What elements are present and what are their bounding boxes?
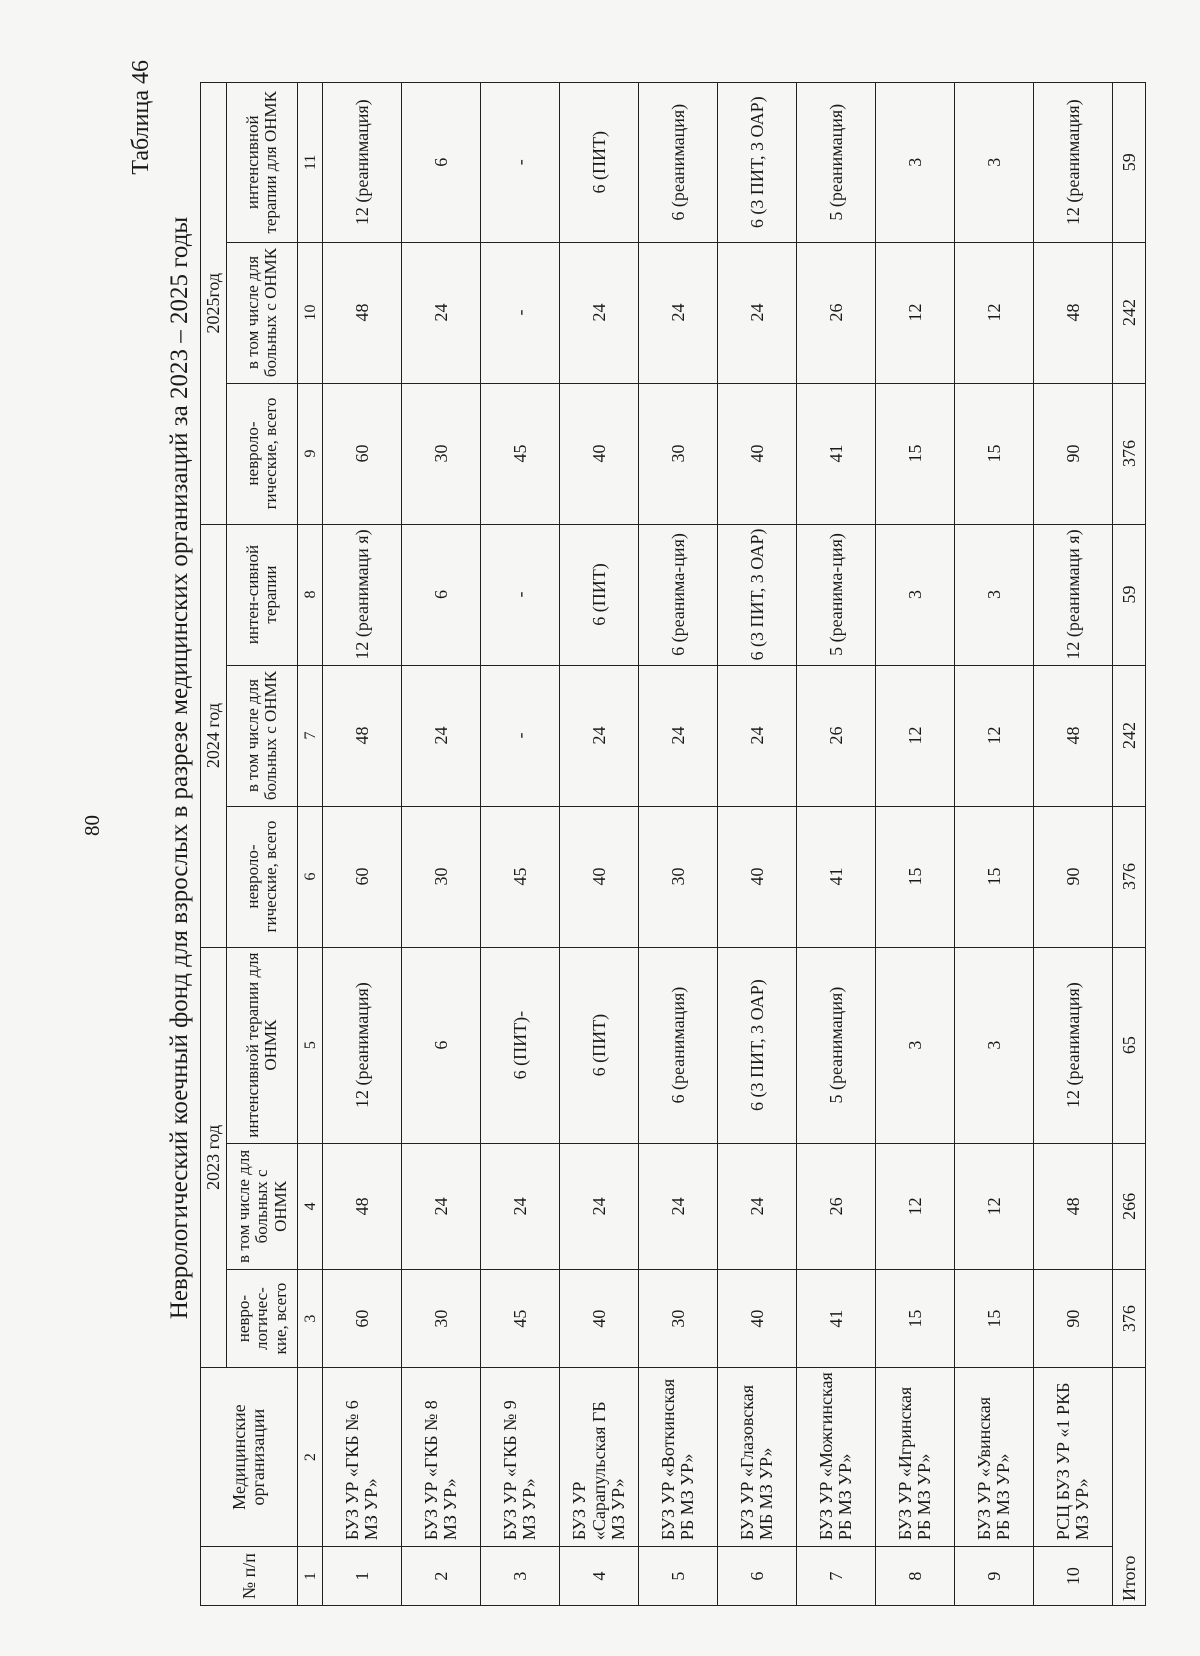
value-cell-c11: 3	[955, 83, 1034, 243]
org-name-cell: БУЗ УР «Глазовская МБ МЗ УР»	[718, 1368, 797, 1547]
value-cell-c7: 12	[876, 665, 955, 806]
total-value-c3: 376	[1113, 1270, 1146, 1368]
value-cell-c8: -	[481, 524, 560, 665]
value-cell-c11: 3	[876, 83, 955, 243]
value-cell-c3: 41	[797, 1270, 876, 1368]
table-row	[481, 83, 560, 1606]
header-2023-intensive: интенсивной терапии для ОНМК	[227, 947, 298, 1143]
value-cell-c10: 12	[955, 242, 1034, 383]
table-row	[560, 83, 639, 1606]
value-cell-c8: 5 (реанима-ция)	[797, 524, 876, 665]
value-cell-c4: 24	[402, 1143, 481, 1269]
total-value-c7: 242	[1113, 665, 1146, 806]
value-cell-c11: 5 (реанимация)	[797, 83, 876, 243]
row-number: 2	[402, 1547, 481, 1606]
header-2025-intensive: интенсивной терапии для ОНМК	[227, 83, 298, 243]
value-cell-c9: 15	[955, 383, 1034, 524]
value-cell-c6: 60	[323, 806, 402, 947]
value-cell-c6: 40	[560, 806, 639, 947]
header-org: Медицинские организации	[201, 1368, 298, 1547]
org-name-cell: БУЗ УР «ГКБ № 9 МЗ УР»	[481, 1368, 560, 1547]
row-number: 6	[718, 1547, 797, 1606]
value-cell-c8: 6 (3 ПИТ, 3 ОАР)	[718, 524, 797, 665]
table-row	[1034, 83, 1113, 1606]
value-cell-c5: 6 (3 ПИТ, 3 ОАР)	[718, 947, 797, 1143]
value-cell-c5: 5 (реанимация)	[797, 947, 876, 1143]
header-year-2023: 2023 год	[201, 947, 227, 1368]
value-cell-c10: 48	[1034, 242, 1113, 383]
value-cell-c4: 24	[639, 1143, 718, 1269]
value-cell-c11: 12 (реанимация)	[323, 83, 402, 243]
value-cell-c7: 24	[639, 665, 718, 806]
table-label: Таблица 46	[128, 60, 154, 175]
org-name-cell: БУЗ УР «ГКБ № 6 МЗ УР»	[323, 1368, 402, 1547]
value-cell-c4: 24	[718, 1143, 797, 1269]
table-row	[323, 83, 402, 1606]
value-cell-c5: 6 (ПИТ)	[560, 947, 639, 1143]
value-cell-c4: 12	[876, 1143, 955, 1269]
value-cell-c5: 12 (реанимация)	[323, 947, 402, 1143]
org-name-cell: БУЗ УР «Можгинская РБ МЗ УР»	[797, 1368, 876, 1547]
col-number: 4	[298, 1143, 323, 1269]
total-value-c9: 376	[1113, 383, 1146, 524]
bed-fund-table	[200, 82, 1146, 1606]
value-cell-c3: 40	[560, 1270, 639, 1368]
value-cell-c7: 24	[718, 665, 797, 806]
value-cell-c3: 30	[639, 1270, 718, 1368]
value-cell-c4: 26	[797, 1143, 876, 1269]
header-2025-neuro-total: невроло-гические, всего	[227, 383, 298, 524]
value-cell-c6: 45	[481, 806, 560, 947]
value-cell-c11: 12 (реанимация)	[1034, 83, 1113, 243]
value-cell-c10: -	[481, 242, 560, 383]
value-cell-c7: 26	[797, 665, 876, 806]
value-cell-c6: 41	[797, 806, 876, 947]
value-cell-c9: 30	[402, 383, 481, 524]
value-cell-c8: 6	[402, 524, 481, 665]
value-cell-c6: 15	[876, 806, 955, 947]
col-number: 10	[298, 242, 323, 383]
value-cell-c5: 3	[955, 947, 1034, 1143]
header-2023-onmk: в том числе для больных с ОНМК	[227, 1143, 298, 1269]
col-number: 6	[298, 806, 323, 947]
value-cell-c9: 60	[323, 383, 402, 524]
table-row	[955, 83, 1034, 1606]
table-row	[797, 83, 876, 1606]
value-cell-c7: 24	[402, 665, 481, 806]
value-cell-c8: 3	[876, 524, 955, 665]
col-number: 7	[298, 665, 323, 806]
value-cell-c9: 41	[797, 383, 876, 524]
total-value-c10: 242	[1113, 242, 1146, 383]
value-cell-c10: 48	[323, 242, 402, 383]
total-row	[1113, 83, 1146, 1606]
header-year-2025: 2025год	[201, 83, 227, 525]
value-cell-c3: 45	[481, 1270, 560, 1368]
value-cell-c5: 12 (реанимация)	[1034, 947, 1113, 1143]
total-value-c4: 266	[1113, 1143, 1146, 1269]
value-cell-c10: 24	[639, 242, 718, 383]
value-cell-c3: 15	[876, 1270, 955, 1368]
col-number: 5	[298, 947, 323, 1143]
col-number: 3	[298, 1270, 323, 1368]
table-row	[639, 83, 718, 1606]
value-cell-c3: 40	[718, 1270, 797, 1368]
total-value-c5: 65	[1113, 947, 1146, 1143]
value-cell-c8: 3	[955, 524, 1034, 665]
row-number: 9	[955, 1547, 1034, 1606]
value-cell-c7: 12	[955, 665, 1034, 806]
value-cell-c4: 12	[955, 1143, 1034, 1269]
row-number: 1	[323, 1547, 402, 1606]
value-cell-c5: 3	[876, 947, 955, 1143]
header-2024-onmk: в том числе для больных с ОНМК	[227, 665, 298, 806]
value-cell-c4: 24	[481, 1143, 560, 1269]
value-cell-c10: 12	[876, 242, 955, 383]
value-cell-c10: 26	[797, 242, 876, 383]
value-cell-c11: 6	[402, 83, 481, 243]
total-value-c6: 376	[1113, 806, 1146, 947]
value-cell-c4: 24	[560, 1143, 639, 1269]
value-cell-c4: 48	[1034, 1143, 1113, 1269]
org-name-cell: БУЗ УР «Воткинская РБ МЗ УР»	[639, 1368, 718, 1547]
row-number: 8	[876, 1547, 955, 1606]
page-number: 80	[80, 815, 104, 836]
value-cell-c10: 24	[402, 242, 481, 383]
value-cell-c9: 15	[876, 383, 955, 524]
value-cell-c11: 6 (реанимация)	[639, 83, 718, 243]
table-row	[876, 83, 955, 1606]
value-cell-c11: 6 (ПИТ)	[560, 83, 639, 243]
value-cell-c9: 40	[560, 383, 639, 524]
col-number: 1	[298, 1547, 323, 1606]
value-cell-c10: 24	[560, 242, 639, 383]
org-name-cell: РСЦ БУЗ УР «1 РКБ МЗ УР»	[1034, 1368, 1113, 1547]
value-cell-c5: 6	[402, 947, 481, 1143]
value-cell-c5: 6 (реанимация)	[639, 947, 718, 1143]
header-2025-onmk: в том числе для больных с ОНМК	[227, 242, 298, 383]
value-cell-c6: 15	[955, 806, 1034, 947]
header-num: № п/п	[201, 1547, 298, 1606]
org-name-cell: БУЗ УР «ГКБ № 8 МЗ УР»	[402, 1368, 481, 1547]
value-cell-c11: -	[481, 83, 560, 243]
value-cell-c8: 6 (реанима-ция)	[639, 524, 718, 665]
col-number: 9	[298, 383, 323, 524]
table-title: Неврологический коечный фонд для взрослых в разрезе медицинских организаций за 2023 – 2025 годы	[166, 216, 193, 1320]
value-cell-c3: 60	[323, 1270, 402, 1368]
org-name-cell: БУЗ УР «Сарапульская ГБ МЗ УР»	[560, 1368, 639, 1547]
value-cell-c3: 90	[1034, 1270, 1113, 1368]
row-number: 4	[560, 1547, 639, 1606]
table-row	[718, 83, 797, 1606]
header-2024-neuro-total: невроло-гические, всего	[227, 806, 298, 947]
value-cell-c7: 48	[1034, 665, 1113, 806]
row-number: 7	[797, 1547, 876, 1606]
column-numbers-row	[298, 83, 323, 1606]
header-2023-neuro-total: невро-логичес-кие, всего	[227, 1270, 298, 1368]
value-cell-c11: 6 (3 ПИТ, 3 ОАР)	[718, 83, 797, 243]
header-2024-intensive: интен-сивной терапии	[227, 524, 298, 665]
value-cell-c6: 30	[402, 806, 481, 947]
table-row	[402, 83, 481, 1606]
value-cell-c5: 6 (ПИТ)-	[481, 947, 560, 1143]
value-cell-c9: 30	[639, 383, 718, 524]
value-cell-c8: 6 (ПИТ)	[560, 524, 639, 665]
col-number: 11	[298, 83, 323, 243]
value-cell-c10: 24	[718, 242, 797, 383]
value-cell-c7: -	[481, 665, 560, 806]
value-cell-c6: 30	[639, 806, 718, 947]
org-name-cell: БУЗ УР «Увинская РБ МЗ УР»	[955, 1368, 1034, 1547]
total-value-c8: 59	[1113, 524, 1146, 665]
value-cell-c9: 45	[481, 383, 560, 524]
row-number: 5	[639, 1547, 718, 1606]
total-value-c11: 59	[1113, 83, 1146, 243]
col-number: 2	[298, 1368, 323, 1547]
value-cell-c3: 15	[955, 1270, 1034, 1368]
value-cell-c9: 40	[718, 383, 797, 524]
value-cell-c6: 90	[1034, 806, 1113, 947]
value-cell-c3: 30	[402, 1270, 481, 1368]
row-number: 3	[481, 1547, 560, 1606]
value-cell-c7: 48	[323, 665, 402, 806]
value-cell-c9: 90	[1034, 383, 1113, 524]
value-cell-c8: 12 (реанимаци я)	[1034, 524, 1113, 665]
total-label: Итого	[1113, 1368, 1146, 1606]
row-number: 10	[1034, 1547, 1113, 1606]
value-cell-c6: 40	[718, 806, 797, 947]
header-year-2024: 2024 год	[201, 524, 227, 947]
value-cell-c8: 12 (реанимаци я)	[323, 524, 402, 665]
org-name-cell: БУЗ УР «Игринская РБ МЗ УР»	[876, 1368, 955, 1547]
col-number: 8	[298, 524, 323, 665]
value-cell-c4: 48	[323, 1143, 402, 1269]
value-cell-c7: 24	[560, 665, 639, 806]
